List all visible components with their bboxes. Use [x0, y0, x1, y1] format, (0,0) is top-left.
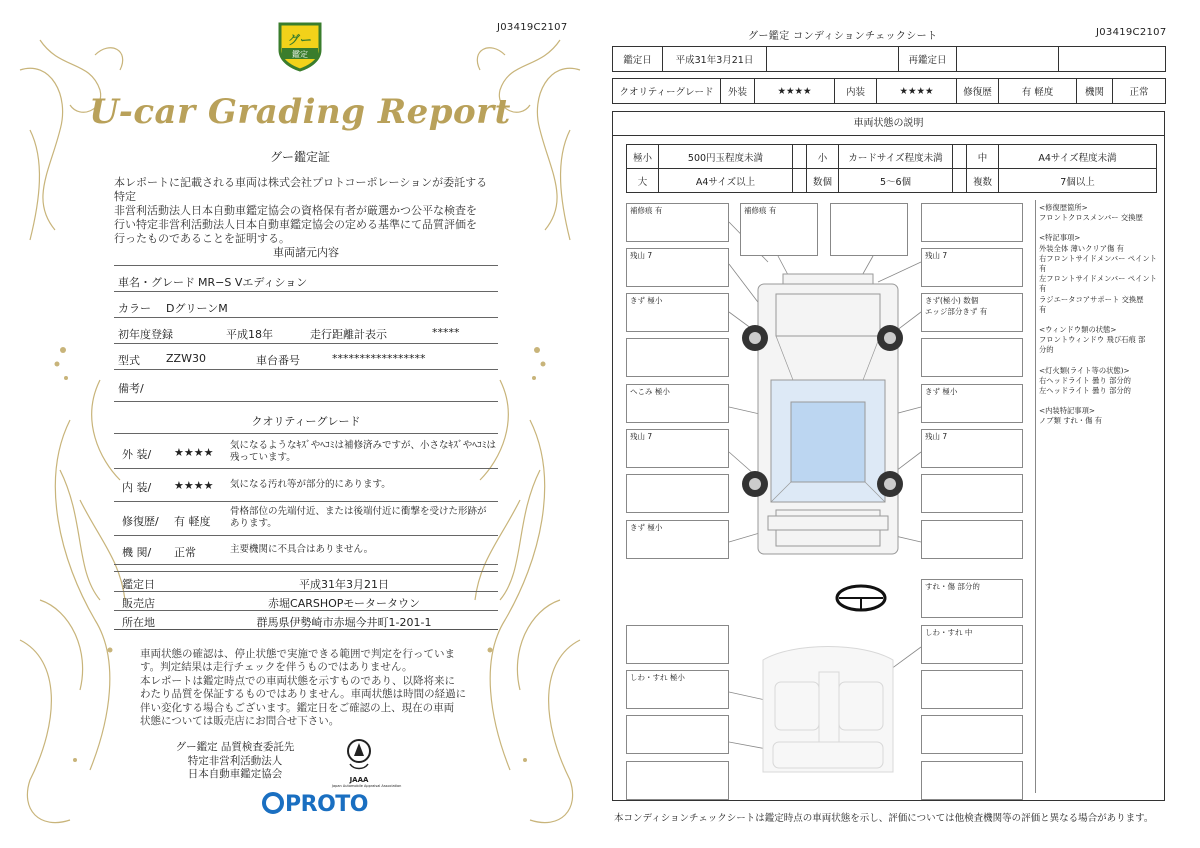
proto-mark-icon: [262, 792, 284, 814]
box-right-door: きず 極小: [921, 384, 1023, 423]
info-row-dealer: 販売店 赤堀CARSHOPモータータウン: [114, 592, 498, 611]
jaaa-emblem-icon: [344, 738, 374, 772]
grade-row-interior: 内 装/ ★★★★ 気になる汚れ等が部分的にあります。: [114, 469, 498, 502]
type-label: 型式: [118, 354, 140, 367]
type-value: ZZW30: [166, 352, 206, 365]
grade-row-exterior: 外 装/ ★★★★ 気になるようなｷｽﾞやﾍｺﾐは補修済みですが、小さなｷｽﾞやﾍｺﾐは 残っています。: [114, 434, 498, 469]
note-lights: <灯火類(ライト等の状態)> 右ヘッドライト 曇り 部分的 左ヘッドライト 曇り 部分的: [1039, 365, 1131, 396]
box-right-door-front: [921, 338, 1023, 377]
box-interior-left-2: しわ・すれ 極小: [626, 670, 729, 709]
badge-top-text: グー: [287, 33, 313, 47]
section-title: 車両状態の説明: [613, 112, 1164, 136]
first-reg-label: 初年度登録: [118, 328, 173, 341]
info-row-address: 所在地 群馬県伊勢崎市赤堀今井町1-201-1: [114, 611, 498, 630]
spec-heading: 車両諸元内容: [273, 246, 339, 259]
proto-logo: PROTO: [262, 792, 368, 817]
note-special-items: <特記事項> 外装全体 薄いクリア傷 有 右フロントサイドメンバー ペイント 有 左フロントサイドメンバー ペイント 有 ラジエータコアサポート 交換歴 有: [1039, 233, 1157, 314]
intro-text: 本レポートに記載される車両は株式会社プロトコーポレーションが委託する特定 非営利活動法人日本自動車鑑定協会の資格保有者が厳選かつ公平な検査を 行い特定非営利活動法人日本自動車鑑定協会の定める基準にて品質評価を 行ったものであることを証明する。: [114, 176, 488, 245]
box-interior-right-1: しわ・すれ 中: [921, 625, 1023, 664]
color-row: [114, 292, 498, 318]
remarks-notes: [1035, 200, 1163, 793]
sheet-id: J03419C2107: [1096, 27, 1167, 38]
remarks-row: [114, 370, 498, 402]
box-tire-rear-right: 残山 7: [921, 429, 1023, 468]
box-interior-right-4: [921, 761, 1023, 800]
sheet-title: グー鑑定 コンディションチェックシート: [748, 31, 938, 42]
note-repair-history: <修復歴箇所> フロントクロスメンバー 交換歴: [1039, 203, 1143, 223]
certificate-heading: グー鑑定証: [269, 150, 330, 164]
box-right-front-fender: きず(極小) 数個 エッジ部分きず 有: [921, 293, 1023, 332]
appraisal-date-table: 鑑定日 平成31年3月21日 再鑑定日: [612, 46, 1166, 72]
box-interior-left-4: [626, 761, 729, 800]
box-rear-left: きず 極小: [626, 520, 729, 559]
box-left-door-front: [626, 338, 729, 377]
inspection-entrustee: グー鑑定 品質検査委託先 特定非営利活動法人 日本自動車鑑定協会: [175, 741, 295, 780]
certificate-id: J03419C2107: [497, 22, 568, 33]
chassis-value: *****************: [332, 352, 426, 365]
interior-diagram: [763, 647, 893, 773]
box-left-door: へこみ 極小: [626, 384, 729, 423]
grade-row-repair-history: 修復歴/ 有 軽度 骨格部位の先端付近、または後端付近に衝撃を受けた形跡が あります。: [114, 502, 498, 536]
box-tire-front-left: 残山 7: [626, 248, 729, 287]
goo-appraisal-badge-icon: [276, 20, 324, 72]
box-left-rear: [626, 474, 729, 513]
chassis-label: 車台番号: [256, 354, 300, 367]
box-interior-left-3: [626, 715, 729, 754]
info-row-date: 鑑定日 平成31年3月21日: [114, 573, 498, 592]
box-front-left: 補修痕 有: [626, 203, 729, 242]
model-value: MR−S Vエディション: [198, 276, 308, 289]
grade-row-engine: 機 関/ 正常 主要機関に不具合はありません。: [114, 536, 498, 565]
mileage-label: 走行距離計表示: [310, 328, 387, 341]
steering-wheel-icon: [837, 586, 885, 610]
box-tire-front-right: 残山 7: [921, 248, 1023, 287]
info-top-rule: [114, 570, 498, 572]
box-tire-rear-left: 残山 7: [626, 429, 729, 468]
sheet-footnote: 本コンディションチェックシートは鑑定時点の車両状態を示し、評価については他検査機関等の評価と異なる場合があります。: [614, 813, 1154, 824]
type-row: [114, 344, 498, 370]
box-front-right: [921, 203, 1023, 242]
box-left-front-fender: きず 極小: [626, 293, 729, 332]
box-rear-right: [921, 520, 1023, 559]
box-front-bumper: 補修痕 有: [740, 203, 818, 256]
model-row: [114, 266, 498, 292]
box-right-rear: [921, 474, 1023, 513]
damage-size-legend: 極小 500円玉程度未満 小 カードサイズ程度未満 中 A4サイズ程度未満 大 A4サイズ以上 数個 5〜6個 複数 7個以上: [626, 144, 1157, 193]
condition-check-sheet: [600, 0, 1200, 848]
color-label: カラー: [118, 302, 151, 315]
notice-text: 車両状態の確認は、停止状態で実施できる範囲で判定を行っていま す。判定結果は走行チェックを伴うものではありません。 本レポートは鑑定時点での車両状態を示すものであり、以降将来に わたり品質を保証するものではありません。車両状態は時間の経過に 伴い変化する場合もございます。鑑定日をご確認の上、現在の車両 状態については販売店にお問合せ下さい。: [140, 648, 467, 728]
box-hood: [830, 203, 908, 256]
model-label: 車名・グレード: [118, 276, 195, 289]
badge-bottom-text: 鑑定: [292, 50, 308, 59]
report-title: U-car Grading Report: [89, 92, 511, 132]
registration-row: [114, 318, 498, 344]
mileage-value: *****: [432, 326, 460, 339]
vehicle-condition-panel: [612, 111, 1165, 801]
quality-grade-table: クオリティーグレード 外装 ★★★★ 内装 ★★★★ 修復歴 有 軽度 機関 正常: [612, 78, 1166, 104]
box-interior-left-1: [626, 625, 729, 664]
color-value: DグリーンM: [166, 302, 228, 315]
box-interior-right-2: [921, 670, 1023, 709]
remarks-label: 備考/: [118, 382, 144, 395]
jaaa-logo: JAAA Japan Automobile Appraisal Association: [332, 738, 386, 788]
box-steering: すれ・傷 部分的: [921, 579, 1023, 618]
box-interior-right-3: [921, 715, 1023, 754]
quality-grade-heading: クオリティーグレード: [251, 415, 361, 428]
first-reg-value: 平成18年: [226, 328, 273, 341]
note-interior: <内装特記事項> ノブ類 すれ・傷 有: [1039, 406, 1103, 426]
note-windows: <ウィンドウ類の状態> フロントウィンドウ 飛び石痕 部 分的: [1039, 325, 1146, 355]
